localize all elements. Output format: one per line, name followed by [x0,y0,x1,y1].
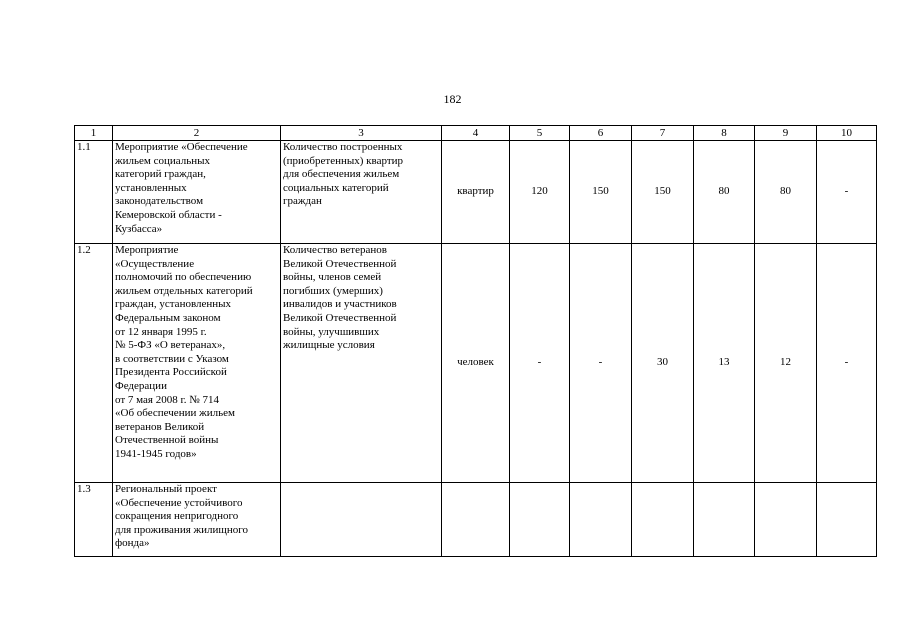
indicator-cell: Количество ветеранов Великой Отечественной войны, членов семей погибших (умерших) инвалидов и участников Великой Отечественной войны, улучшивших жилищные условия [281,244,442,483]
row-number: 1.2 [75,244,113,483]
value-cell-6: - [570,244,632,483]
column-header-2: 2 [113,126,281,141]
value-cell-8: 80 [694,141,755,244]
column-header-4: 4 [442,126,510,141]
value-cell-6: 150 [570,141,632,244]
value-cell-7 [632,483,694,557]
value-cell-5: - [510,244,570,483]
event-cell: Региональный проект «Обеспечение устойчивого сокращения непригодного для проживания жилищного фонда» [113,483,281,557]
value-cell-9: 12 [755,244,817,483]
indicator-cell: Количество построенных (приобретенных) квартир для обеспечения жильем социальных категорий граждан [281,141,442,244]
value-cell-10 [817,483,877,557]
column-number-row [75,126,877,141]
table-row [75,244,877,483]
unit-cell: человек [442,244,510,483]
page-number: 182 [443,92,462,106]
column-header-1: 1 [75,126,113,141]
value-cell-9 [755,483,817,557]
value-cell-9: 80 [755,141,817,244]
program-indicators-table [74,125,877,557]
column-header-8: 8 [694,126,755,141]
event-cell: Мероприятие «Осуществление полномочий по обеспечению жильем отдельных категорий граждан, установленных Федеральным законом от 12 января 1995 г. № 5-ФЗ «О ветеранах», в соответствии с Указом Президента Российской Федерации от 7 мая 2008 г. № 714 «Об обеспечении жильем ветеранов Великой Отечественной войны 1941-1945 годов» [113,244,281,483]
column-header-10: 10 [817,126,877,141]
column-header-6: 6 [570,126,632,141]
event-cell: Мероприятие «Обеспечение жильем социальных категорий граждан, установленных законодательством Кемеровской области - Кузбасса» [113,141,281,244]
value-cell-7: 150 [632,141,694,244]
column-header-3: 3 [281,126,442,141]
value-cell-8 [694,483,755,557]
indicator-cell [281,483,442,557]
unit-cell [442,483,510,557]
row-number: 1.1 [75,141,113,244]
value-cell-7: 30 [632,244,694,483]
column-header-7: 7 [632,126,694,141]
table-row [75,483,877,557]
value-cell-10: - [817,141,877,244]
value-cell-8: 13 [694,244,755,483]
column-header-9: 9 [755,126,817,141]
value-cell-6 [570,483,632,557]
value-cell-5 [510,483,570,557]
unit-cell: квартир [442,141,510,244]
column-header-5: 5 [510,126,570,141]
table-row [75,141,877,244]
value-cell-10: - [817,244,877,483]
row-number: 1.3 [75,483,113,557]
value-cell-5: 120 [510,141,570,244]
